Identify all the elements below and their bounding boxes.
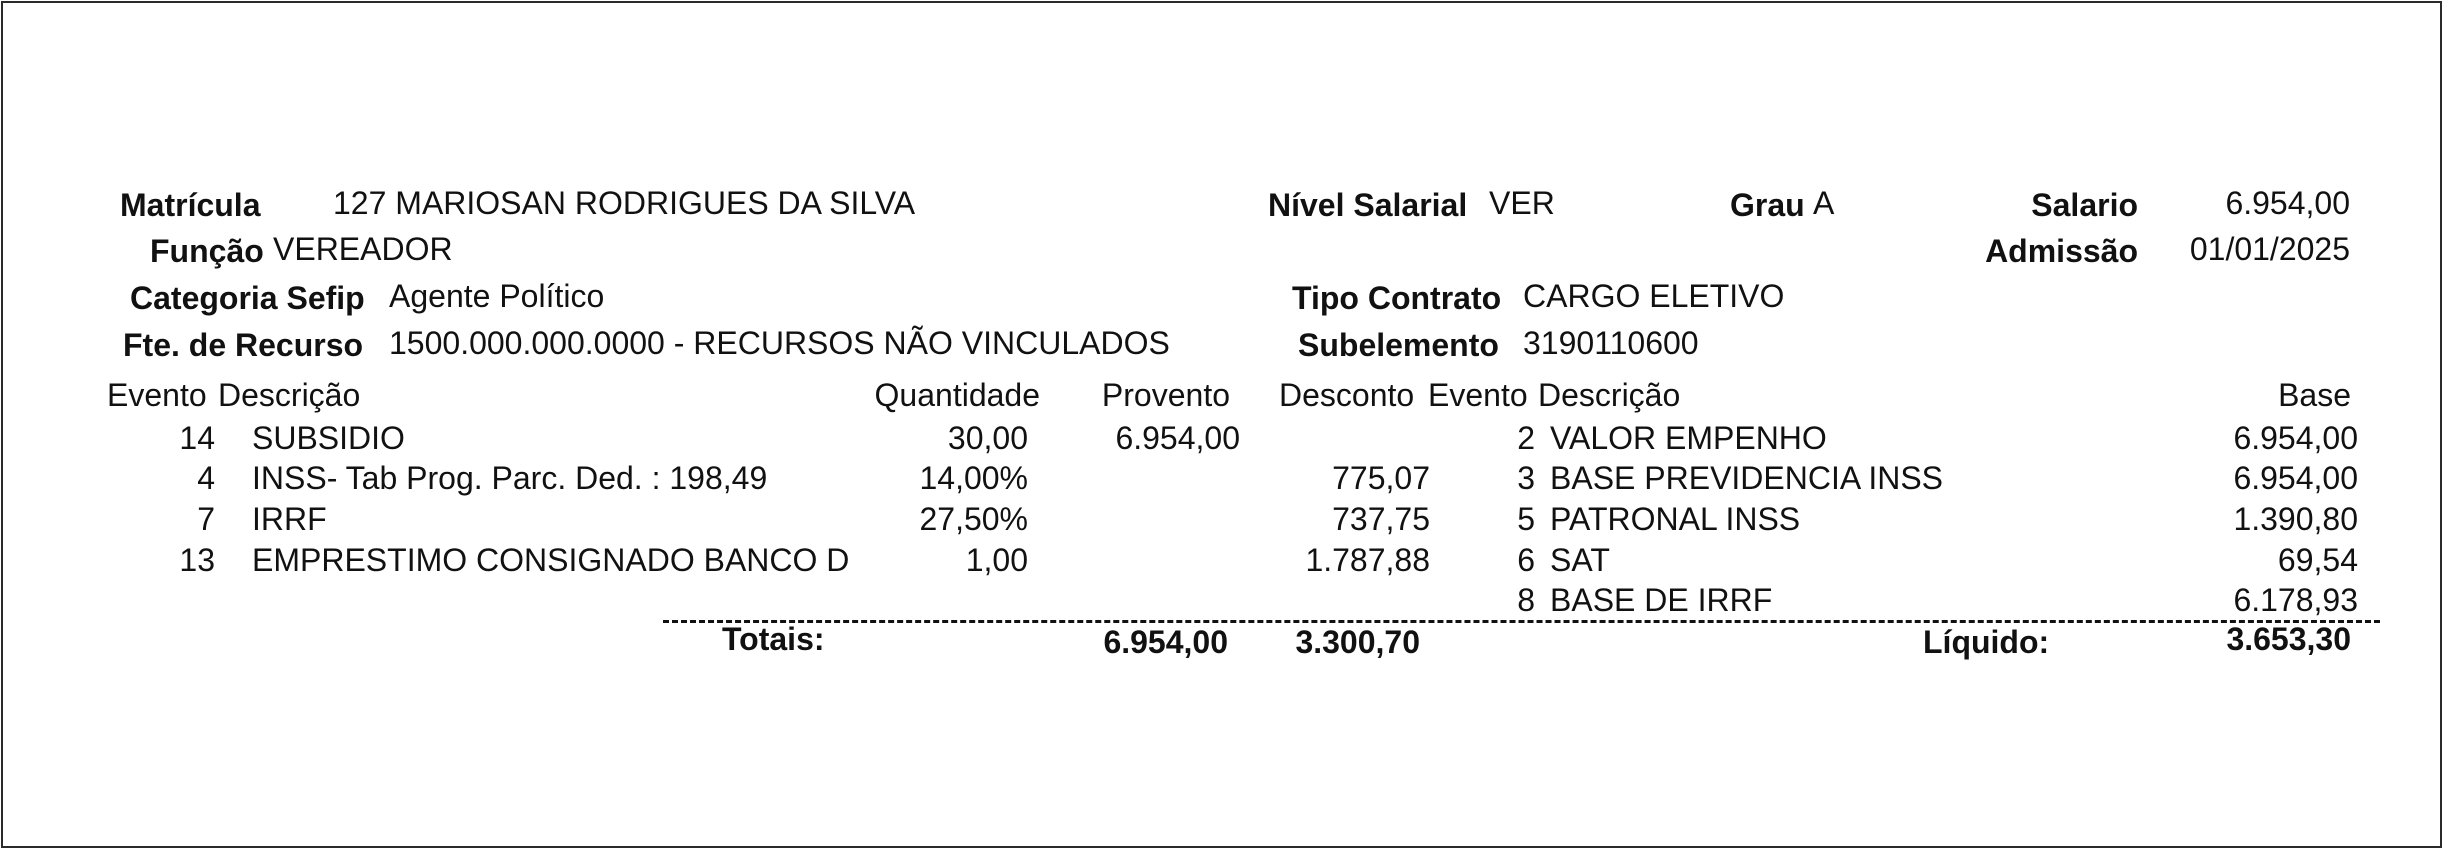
fonte-recurso-value: 1500.000.000.0000 - RECURSOS NÃO VINCULADOS	[389, 325, 1170, 361]
col-base: Base	[2278, 377, 2351, 413]
base-value: 6.178,93	[2233, 582, 2358, 618]
admissao-label: Admissão	[1985, 233, 2138, 269]
event-quantity: 30,00	[947, 420, 1028, 456]
event-quantity: 1,00	[965, 542, 1028, 578]
matricula-value: 127 MARIOSAN RODRIGUES DA SILVA	[333, 185, 916, 221]
base-description: VALOR EMPENHO	[1550, 420, 1827, 456]
categoria-sefip-label: Categoria Sefip	[130, 280, 365, 316]
subelemento-label: Subelemento	[1298, 327, 1499, 363]
base-description: PATRONAL INSS	[1550, 501, 1801, 537]
total-provento: 6.954,00	[1103, 624, 1228, 660]
event-description: INSS- Tab Prog. Parc. Ded. : 198,49	[252, 460, 768, 496]
categoria-sefip-value: Agente Político	[389, 278, 605, 314]
base-description: BASE DE IRRF	[1550, 582, 1773, 618]
base-value: 6.954,00	[2233, 420, 2358, 456]
base-code: 8	[1517, 582, 1535, 618]
event-quantity: 27,50%	[919, 501, 1028, 537]
grau-value: A	[1813, 185, 1835, 221]
event-code: 7	[197, 501, 215, 537]
col-provento: Provento	[1101, 377, 1230, 413]
event-quantity: 14,00%	[919, 460, 1028, 496]
grau-label: Grau	[1730, 187, 1805, 223]
event-provento: 6.954,00	[1115, 420, 1240, 456]
totals-divider	[663, 620, 2380, 623]
event-description: IRRF	[252, 501, 327, 537]
fonte-recurso-label: Fte. de Recurso	[123, 327, 364, 363]
admissao-value: 01/01/2025	[2189, 231, 2350, 267]
base-code: 3	[1517, 460, 1535, 496]
liquido-value: 3.653,30	[2226, 621, 2351, 657]
tipo-contrato-value: CARGO ELETIVO	[1523, 278, 1785, 314]
total-desconto: 3.300,70	[1295, 624, 1420, 660]
funcao-value: VEREADOR	[273, 231, 453, 267]
event-desconto: 737,75	[1332, 501, 1430, 537]
event-code: 13	[179, 542, 215, 578]
base-value: 1.390,80	[2233, 501, 2358, 537]
funcao-label: Função	[150, 233, 264, 269]
event-desconto: 1.787,88	[1305, 542, 1430, 578]
tipo-contrato-label: Tipo Contrato	[1292, 280, 1502, 316]
base-code: 5	[1517, 501, 1535, 537]
base-description: BASE PREVIDENCIA INSS	[1550, 460, 1944, 496]
event-description: EMPRESTIMO CONSIGNADO BANCO D	[252, 542, 850, 578]
event-description: SUBSIDIO	[252, 420, 405, 456]
col-evento: Evento	[107, 377, 207, 413]
liquido-label: Líquido:	[1923, 624, 2050, 660]
base-value: 6.954,00	[2233, 460, 2358, 496]
salario-value: 6.954,00	[2225, 185, 2350, 221]
nivel-salarial-value: VER	[1489, 185, 1555, 221]
col-descricao-base: Descrição	[1538, 377, 1681, 413]
matricula-label: Matrícula	[120, 187, 261, 223]
event-code: 14	[179, 420, 215, 456]
base-description: SAT	[1550, 542, 1610, 578]
event-desconto: 775,07	[1332, 460, 1430, 496]
nivel-salarial-label: Nível Salarial	[1268, 187, 1468, 223]
base-code: 6	[1517, 542, 1535, 578]
col-descricao: Descrição	[218, 377, 361, 413]
base-value: 69,54	[2277, 542, 2358, 578]
event-code: 4	[197, 460, 215, 496]
col-desconto: Desconto	[1279, 377, 1415, 413]
totals-label: Totais:	[722, 621, 825, 657]
salario-label: Salario	[2031, 187, 2138, 223]
subelemento-value: 3190110600	[1523, 325, 1699, 361]
base-code: 2	[1517, 420, 1535, 456]
col-evento-base: Evento	[1428, 377, 1528, 413]
col-quantidade: Quantidade	[874, 377, 1040, 413]
